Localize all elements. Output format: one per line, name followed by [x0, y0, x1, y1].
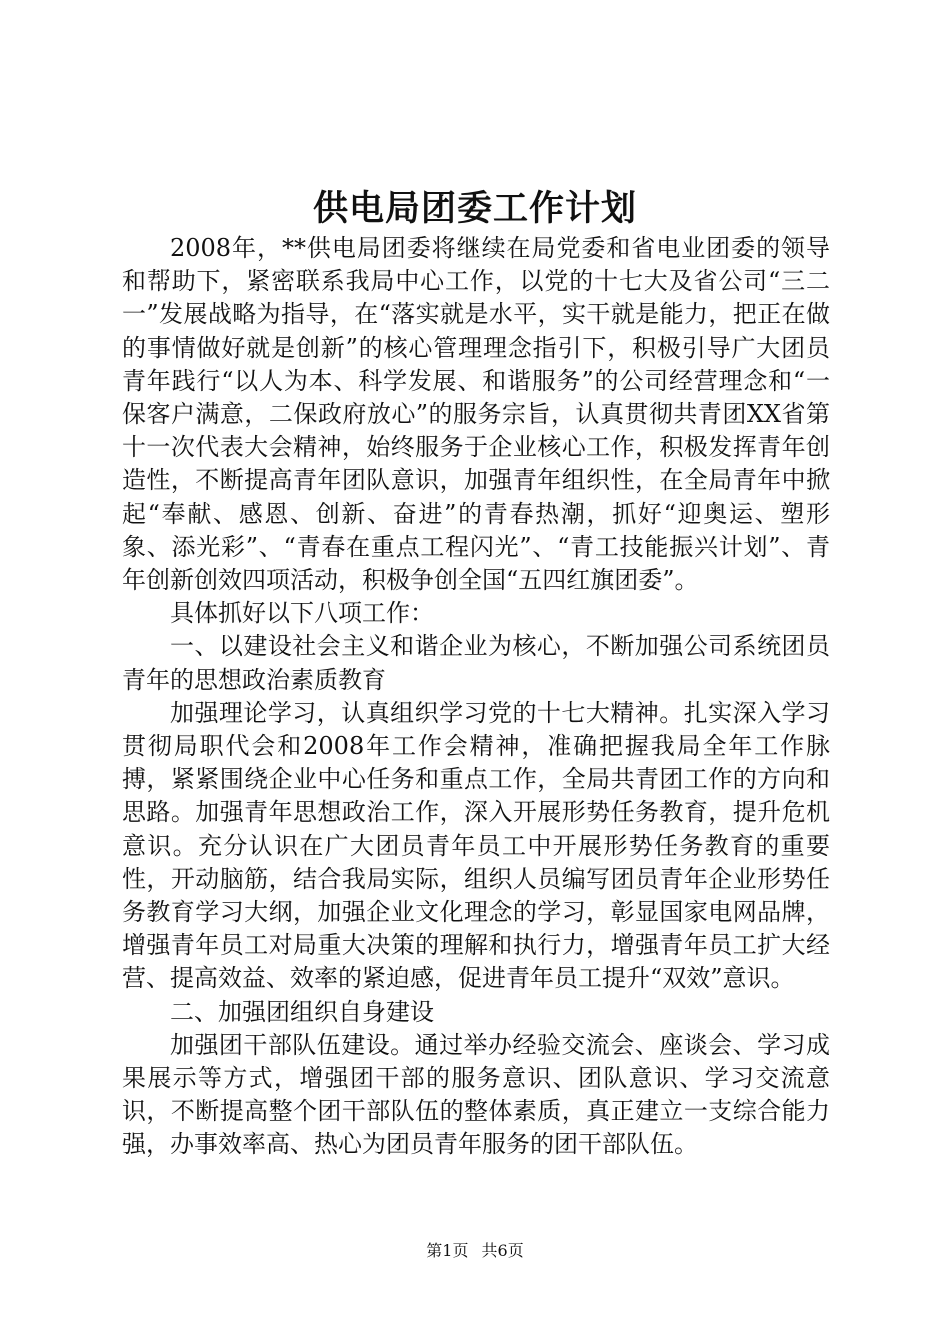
page-number: 第1页: [426, 1241, 469, 1260]
document-title: 供电局团委工作计划: [312, 188, 637, 229]
document-body: [122, 232, 830, 1162]
section-heading-1: 一、以建设社会主义和谐企业为核心，不断加强公司系统团员青年的思想政治素质教育: [122, 632, 830, 694]
paragraph-intro: 2008年，**供电局团委将继续在局党委和省电业团委的领导和帮助下，紧密联系我局中心工作，以党的十七大及省公司“三二一”发展战略为指导，在“落实就是水平，实干就是能力，把正在做的事情做好就是创新”的核心管理理念指引下，积极引导广大团员青年践行“以人为本、科学发展、和谐服务”的公司经营理念和“一保客户满意，二保政府放心”的服务宗旨，认真贯彻共青团XX省第十一次代表大会精神，始终服务于企业核心工作，积极发挥青年创造性，不断提高青年团队意识，加强青年组织性，在全局青年中掀起“奉献、感恩、创新、奋进”的青春热潮，抓好“迎奥运、塑形象、添光彩”、“青春在重点工程闪光”、“青工技能振兴计划”、青年创新创效四项活动，积极争创全国“五四红旗团委”。: [122, 234, 830, 595]
paragraph-section-1: 加强理论学习，认真组织学习党的十七大精神。扎实深入学习贯彻局职代会和2008年工作会精神，准确把握我局全年工作脉搏，紧紧围绕企业中心任务和重点工作，全局共青团工作的方向和思路。加强青年思想政治工作，深入开展形势任务教育，提升危机意识。充分认识在广大团员青年员工中开展形势任务教育的重要性，开动脑筋，结合我局实际，组织人员编写团员青年企业形势任务教育学习大纲，加强企业文化理念的学习，彰显国家电网品牌，增强青年员工对局重大决策的理解和执行力，增强青年员工扩大经营、提高效益、效率的紧迫感，促进青年员工提升“双效”意识。: [122, 698, 830, 993]
page-total: 共6页: [481, 1241, 524, 1260]
paragraph-overview: 具体抓好以下八项工作：: [170, 599, 434, 628]
section-heading-2: 二、加强团组织自身建设: [170, 997, 434, 1026]
page-footer: [0, 1240, 950, 1262]
paragraph-section-2: 加强团干部队伍建设。通过举办经验交流会、座谈会、学习成果展示等方式，增强团干部的服务意识、团队意识、学习交流意识，不断提高整个团干部队伍的整体素质，真正建立一支综合能力强，办事效率高、热心为团员青年服务的团干部队伍。: [122, 1030, 830, 1159]
